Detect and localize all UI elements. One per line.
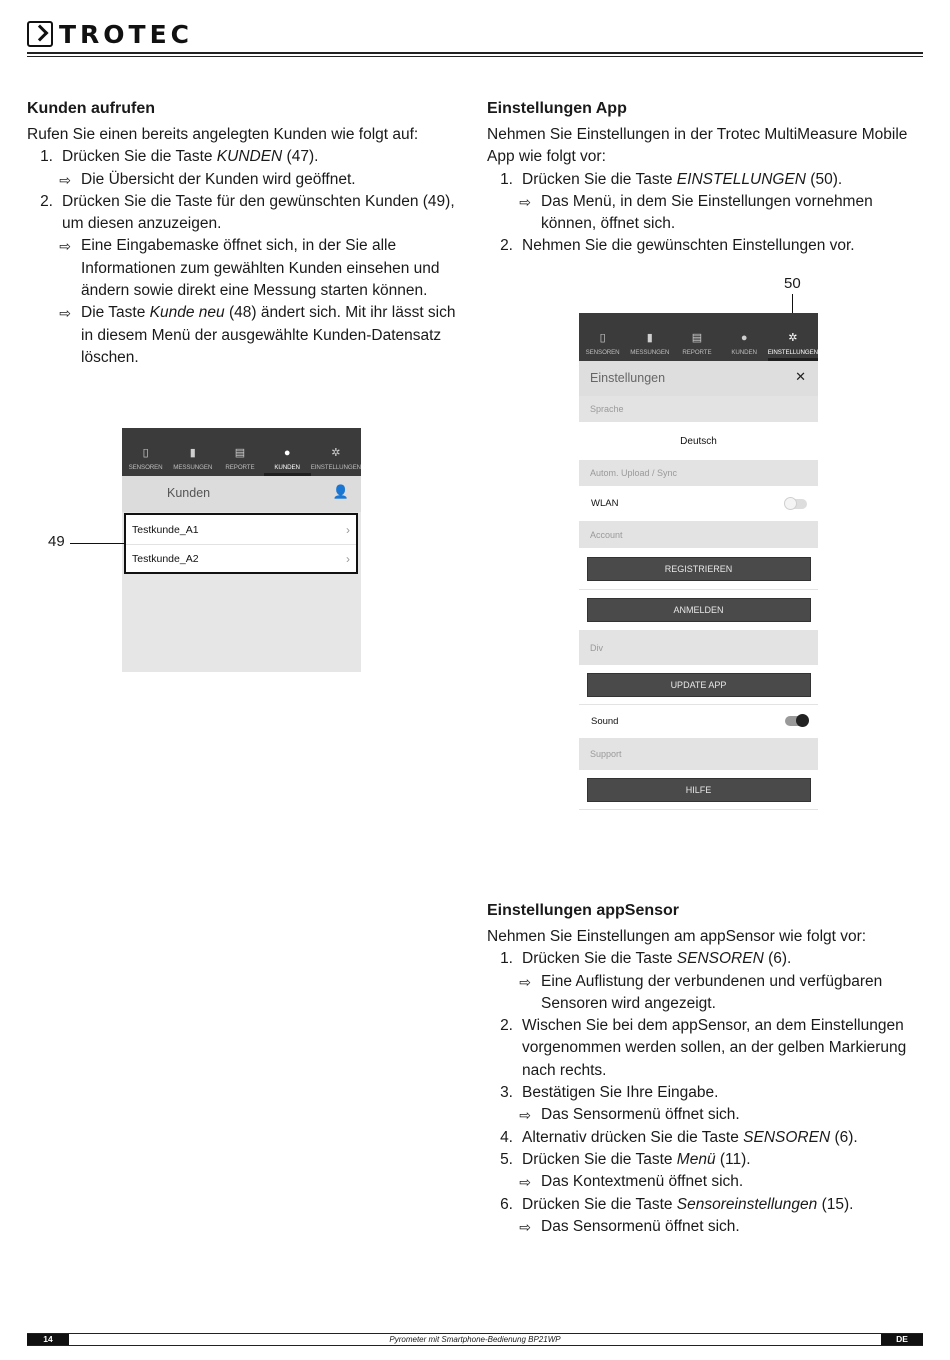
- help-row: [579, 770, 818, 810]
- callout-line: [70, 543, 124, 544]
- arrow-icon: ⇨: [519, 193, 531, 210]
- chevron-right-icon: ›: [346, 522, 350, 537]
- section-kunden-aufrufen: [27, 98, 457, 369]
- result-1: ⇨ Die Übersicht der Kunden wird geöffnet.: [27, 169, 457, 191]
- screen-title: Kunden: [167, 486, 211, 500]
- arrow-icon: ⇨: [519, 1107, 531, 1124]
- result-2: ⇨ Eine Eingabemaske öffnet sich, in der Sie alle Informationen zum gewählten Kunden einsehen und ändern sowie direkt eine Messung starten können.: [27, 235, 457, 302]
- intro-text: Rufen Sie einen bereits angelegten Kunden wie folgt auf:: [27, 126, 419, 143]
- step-2: 2. Nehmen Sie die gewünschten Einstellungen vor.: [500, 237, 855, 255]
- person-icon: ●: [740, 332, 748, 344]
- list-item[interactable]: Testkunde_A2 ›: [132, 551, 350, 566]
- arrow-icon: ⇨: [519, 1218, 531, 1235]
- sound-row: Sound: [579, 705, 818, 738]
- step-3: 3. Bestätigen Sie Ihre Eingabe.: [500, 1084, 719, 1102]
- step-2: 2. Wischen Sie bei dem appSensor, an dem Einstellungen vorgenommen werden sollen, an der gelben Markierung nach rechts.: [500, 1017, 907, 1079]
- tab-kunden[interactable]: ● KUNDEN: [731, 332, 757, 356]
- section-title: Kunden aufrufen: [27, 100, 155, 117]
- step-1: 1. Drücken Sie die Taste KUNDEN (47).: [40, 148, 319, 166]
- tools-icon[interactable]: ✕: [795, 369, 806, 384]
- tab-einstellungen[interactable]: ✲ EINSTELLUNGEN: [310, 447, 362, 471]
- chevron-right-icon: ›: [346, 551, 350, 566]
- step-5: 5. Drücken Sie die Taste Menü (11).: [500, 1150, 751, 1168]
- kunden-screen: [122, 428, 361, 672]
- step-4: 4. Alternativ drücken Sie die Taste SENSOREN (6).: [500, 1128, 858, 1146]
- result-6: ⇨ Das Sensormenü öffnet sich.: [487, 1216, 923, 1238]
- gear-icon: ✲: [788, 332, 798, 344]
- add-customer-icon[interactable]: 👤: [332, 484, 349, 499]
- footer: [27, 1333, 923, 1346]
- brand-logo: [27, 20, 193, 48]
- sensor-icon: ▯: [599, 332, 606, 344]
- tab-einstellungen[interactable]: ✲ EINSTELLUNGEN: [768, 313, 818, 361]
- brand-name: TROTEC: [59, 19, 194, 49]
- callout-label-49: 49: [48, 533, 65, 550]
- settings-header: [579, 361, 818, 396]
- login-row: [579, 590, 818, 630]
- gear-icon: ✲: [331, 447, 341, 459]
- screen-title: Einstellungen: [590, 371, 666, 385]
- tab-reporte[interactable]: ▤ REPORTE: [225, 447, 255, 471]
- wlan-toggle[interactable]: [785, 499, 807, 509]
- tab-messungen[interactable]: ▮ MESSUNGEN: [630, 332, 670, 356]
- arrow-icon: ⇨: [59, 305, 71, 322]
- tab-sensoren[interactable]: ▯ SENSOREN: [128, 447, 163, 471]
- section-einstellungen-app: [487, 98, 923, 258]
- tab-reporte[interactable]: ▤ REPORTE: [682, 332, 712, 356]
- section-title: Einstellungen App: [487, 100, 627, 117]
- wlan-row: WLAN: [579, 486, 818, 521]
- customer-list: [124, 513, 358, 574]
- nav-bar: [579, 313, 818, 361]
- result-3: ⇨ Das Sensormenü öffnet sich.: [487, 1104, 923, 1126]
- update-row: [579, 665, 818, 705]
- login-button[interactable]: ANMELDEN: [587, 598, 811, 622]
- result-3: ⇨ Die Taste Kunde neu (48) ändert sich. Mit ihr lässt sich in diesem Menü der ausgewählte Kunden-Datensatz löschen.: [27, 302, 457, 369]
- result-5: ⇨ Das Kontextmenü öffnet sich.: [487, 1171, 923, 1193]
- person-icon: ●: [283, 447, 291, 459]
- list-item[interactable]: Testkunde_A1 ›: [126, 515, 356, 545]
- callout-label-50: 50: [784, 275, 801, 292]
- result-1: ⇨ Das Menü, in dem Sie Einstellungen vornehmen können, öffnet sich.: [487, 191, 923, 236]
- language-select[interactable]: Deutsch: [579, 422, 818, 460]
- report-icon: ▤: [234, 447, 246, 459]
- section-einstellungen-appsensor: [487, 900, 923, 1238]
- help-button[interactable]: HILFE: [587, 778, 811, 802]
- footer-title: Pyrometer mit Smartphone-Bedienung BP21WP: [389, 1335, 561, 1344]
- step-1: 1. Drücken Sie die Taste EINSTELLUNGEN (50).: [500, 170, 843, 188]
- section-title: Einstellungen appSensor: [487, 902, 680, 919]
- tab-kunden[interactable]: ● KUNDEN: [264, 428, 311, 476]
- tab-sensoren[interactable]: ▯ SENSOREN: [585, 332, 620, 356]
- section-sprache: Sprache: [579, 396, 818, 422]
- tab-messungen[interactable]: ▮ MESSUNGEN: [173, 447, 213, 471]
- report-icon: ▤: [691, 332, 703, 344]
- intro-text: Nehmen Sie Einstellungen in der Trotec MultiMeasure Mobile App wie folgt vor:: [487, 126, 908, 166]
- language-code: DE: [881, 1334, 923, 1345]
- arrow-icon: ⇨: [519, 973, 531, 990]
- header-rule-thin: [27, 56, 923, 57]
- trotec-mark-icon: [27, 21, 53, 47]
- arrow-icon: ⇨: [59, 238, 71, 255]
- step-1: 1. Drücken Sie die Taste SENSOREN (6).: [500, 950, 792, 968]
- register-button[interactable]: REGISTRIEREN: [587, 557, 811, 581]
- bar-chart-icon: ▮: [646, 332, 653, 344]
- sensor-icon: ▯: [142, 447, 149, 459]
- header-rule: [27, 52, 923, 54]
- result-1: ⇨ Eine Auflistung der verbundenen und verfügbaren Sensoren wird angezeigt.: [487, 971, 923, 1016]
- section-div: Div: [579, 630, 818, 665]
- sound-toggle[interactable]: [785, 716, 807, 726]
- section-support: Support: [579, 738, 818, 770]
- bar-chart-icon: ▮: [189, 447, 196, 459]
- arrow-icon: ⇨: [59, 171, 71, 188]
- step-2: 2. Drücken Sie die Taste für den gewünschten Kunden (49), um diesen anzuzeigen.: [40, 192, 455, 233]
- page-number: 14: [27, 1334, 69, 1345]
- kunden-header: [122, 476, 361, 512]
- intro-text: Nehmen Sie Einstellungen am appSensor wie folgt vor:: [487, 928, 867, 945]
- arrow-icon: ⇨: [519, 1174, 531, 1191]
- settings-screen: [579, 313, 818, 821]
- nav-bar: [122, 428, 361, 476]
- register-row: [579, 548, 818, 590]
- step-6: 6. Drücken Sie die Taste Sensoreinstellungen (15).: [500, 1195, 854, 1213]
- update-app-button[interactable]: UPDATE APP: [587, 673, 811, 697]
- section-upload: Autom. Upload / Sync: [579, 460, 818, 486]
- section-account: Account: [579, 521, 818, 548]
